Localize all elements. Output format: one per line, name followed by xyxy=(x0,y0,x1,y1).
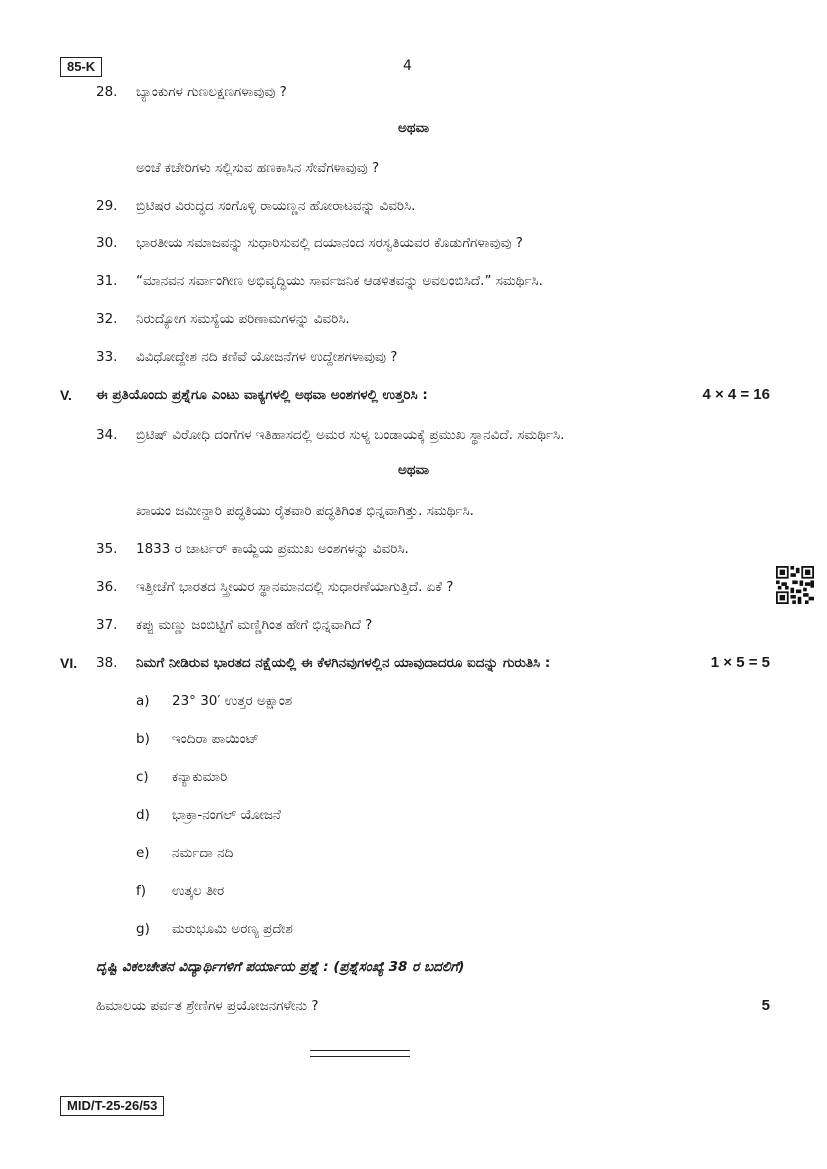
question-number: 35. xyxy=(96,541,118,557)
option-text: ಉತ್ಕಲ ತೀರ xyxy=(172,883,225,899)
question-text: 1833 ರ ಚಾರ್ಟರ್ ಕಾಯ್ದೆಯ ಪ್ರಮುಖ ಅಂಶಗಳನ್ನು ವಿವರಿಸಿ. xyxy=(136,541,409,557)
qr-code-icon xyxy=(776,566,814,604)
option-b xyxy=(0,728,827,750)
footer-code-box: MID/T-25-26/53 xyxy=(60,1096,164,1116)
question-34 xyxy=(0,424,827,446)
question-number: 36. xyxy=(96,579,118,595)
option-d xyxy=(0,804,827,826)
question-text: ಅಂಚೆ ಕಚೇರಿಗಳು ಸಲ್ಲಿಸುವ ಹಣಕಾಸಿನ ಸೇವೆಗಳಾವುವು ? xyxy=(136,160,380,176)
question-number: 28. xyxy=(96,84,118,100)
section-marks: 1 × 5 = 5 xyxy=(710,654,770,671)
section-v-header xyxy=(0,384,827,406)
paper-code-box: 85-K xyxy=(60,57,102,77)
question-text: ಇತ್ತೀಚೆಗೆ ಭಾರತದ ಸ್ತ್ರೀಯರ ಸ್ಥಾನಮಾನದಲ್ಲಿ ಸುಧಾರಣೆಯಾಗುತ್ತಿದೆ. ಏಕೆ ? xyxy=(136,579,454,595)
option-label: f) xyxy=(136,883,147,899)
option-label: d) xyxy=(136,807,150,823)
option-g xyxy=(0,918,827,940)
question-number: 38. xyxy=(96,655,118,671)
option-f xyxy=(0,880,827,902)
question-text: ಖಾಯಂ ಜಮೀನ್ದಾರಿ ಪದ್ಧತಿಯು ರೈತವಾರಿ ಪದ್ಧತಿಗಿಂತ ಭಿನ್ನವಾಗಿತ್ತು. ಸಮರ್ಥಿಸಿ. xyxy=(136,503,474,519)
question-text: ವಿವಿಧೋದ್ದೇಶ ನದಿ ಕಣಿವೆ ಯೋಜನೆಗಳ ಉದ್ದೇಶಗಳಾವುವು ? xyxy=(136,349,398,365)
question-29 xyxy=(0,195,827,217)
option-label: g) xyxy=(136,921,150,937)
option-label: a) xyxy=(136,693,150,709)
question-number: 29. xyxy=(96,198,118,214)
section-vi-header xyxy=(0,652,827,674)
question-37 xyxy=(0,614,827,636)
question-number: 32. xyxy=(96,311,118,327)
or-divider: ಅಥವಾ xyxy=(397,462,430,478)
page-number: 4 xyxy=(403,58,412,74)
section-marks: 4 × 4 = 16 xyxy=(702,386,770,403)
question-33 xyxy=(0,346,827,368)
question-28-alt xyxy=(0,157,827,179)
option-label: c) xyxy=(136,769,149,785)
option-text: ನರ್ಮದಾ ನದಿ xyxy=(172,845,234,861)
question-text: “ಮಾನವನ ಸರ್ವಾಂಗೀಣ ಅಭಿವೃದ್ಧಿಯು ಸಾರ್ವಜನಿಕ ಆಡಳಿತವನ್ನು ಅವಲಂಬಿಸಿದೆ.” ಸಮರ್ಥಿಸಿ. xyxy=(136,273,543,289)
question-text: ಭಾರತೀಯ ಸಮಾಜವನ್ನು ಸುಧಾರಿಸುವಲ್ಲಿ ದಯಾನಂದ ಸರಸ್ವತಿಯವರ ಕೊಡುಗೆಗಳಾವುವು ? xyxy=(136,235,523,251)
option-text: ಇಂದಿರಾ ಪಾಯಿಂಟ್ xyxy=(172,731,259,747)
question-number: 37. xyxy=(96,617,118,633)
section-numeral: VI. xyxy=(60,655,78,671)
alternative-question: ಹಿಮಾಲಯ ಪರ್ವತ ಶ್ರೇಣಿಗಳ ಪ್ರಯೋಜನಗಳೇನು ? xyxy=(96,998,319,1014)
option-text: ಭಾಕ್ರಾ-ನಂಗಲ್ ಯೋಜನೆ xyxy=(172,807,281,823)
question-31 xyxy=(0,270,827,292)
option-c xyxy=(0,766,827,788)
option-label: b) xyxy=(136,731,150,747)
question-36 xyxy=(0,576,827,598)
alternative-heading: ದೃಷ್ಟಿ ವಿಕಲಚೇತನ ವಿದ್ಯಾರ್ಥಿಗಳಿಗೆ ಪರ್ಯಾಯ ಪ್ರಶ್ನೆ : (ಪ್ರಶ್ನೆಸಂಖ್ಯೆ 38 ರ ಬದಲಿಗೆ) xyxy=(96,959,465,975)
question-number: 31. xyxy=(96,273,118,289)
question-number: 30. xyxy=(96,235,118,251)
or-divider: ಅಥವಾ xyxy=(397,120,430,136)
question-32 xyxy=(0,308,827,330)
question-35 xyxy=(0,538,827,560)
question-text: ಬ್ರಿಟಿಷರ ವಿರುದ್ಧದ ಸಂಗೊಳ್ಳಿ ರಾಯಣ್ಣನ ಹೋರಾಟವನ್ನು ವಿವರಿಸಿ. xyxy=(136,198,416,214)
question-text: ಕಪ್ಪು ಮಣ್ಣು ಜಂಬಿಟ್ಟಿಗೆ ಮಣ್ಣಿಗಿಂತ ಹೇಗೆ ಭಿನ್ನವಾಗಿದೆ ? xyxy=(136,617,373,633)
question-number: 34. xyxy=(96,427,118,443)
question-28 xyxy=(0,81,827,103)
option-text: ಕನ್ಯಾಕುಮಾರಿ xyxy=(172,769,228,785)
section-instruction: ಈ ಪ್ರತಿಯೊಂದು ಪ್ರಶ್ನೆಗೂ ಎಂಟು ವಾಕ್ಯಗಳಲ್ಲಿ ಅಥವಾ ಅಂಶಗಳಲ್ಲಿ ಉತ್ತರಿಸಿ : xyxy=(96,387,428,403)
option-text: 23° 30′ ಉತ್ತರ ಅಕ್ಷಾಂಶ xyxy=(172,693,293,709)
option-a xyxy=(0,690,827,712)
option-label: e) xyxy=(136,845,150,861)
question-number: 33. xyxy=(96,349,118,365)
question-text: ಬ್ರಿಟಿಷ್ ವಿರೋಧಿ ದಂಗೆಗಳ ಇತಿಹಾಸದಲ್ಲಿ ಅಮರ ಸುಳ್ಯ ಬಂಡಾಯಕ್ಕೆ ಪ್ರಮುಖ ಸ್ಥಾನವಿದೆ. ಸಮರ್ಥಿಸಿ. xyxy=(136,427,565,443)
question-30 xyxy=(0,232,827,254)
section-numeral: V. xyxy=(60,387,72,403)
section-instruction: ನಿಮಗೆ ನೀಡಿರುವ ಭಾರತದ ನಕ್ಷೆಯಲ್ಲಿ ಈ ಕೆಳಗಿನವುಗಳಲ್ಲಿನ ಯಾವುದಾದರೂ ಐದನ್ನು ಗುರುತಿಸಿ : xyxy=(136,655,551,671)
question-34-alt xyxy=(0,500,827,522)
alternative-heading-row xyxy=(0,956,827,978)
alternative-question-row xyxy=(0,995,827,1017)
option-e xyxy=(0,842,827,864)
option-text: ಮರುಭೂಮಿ ಅರಣ್ಯ ಪ್ರದೇಶ xyxy=(172,921,293,937)
end-of-page-rule xyxy=(310,1050,410,1057)
question-text: ನಿರುದ್ಯೋಗ ಸಮಸ್ಯೆಯ ಪರಿಣಾಮಗಳನ್ನು ವಿವರಿಸಿ. xyxy=(136,311,350,327)
alternative-marks: 5 xyxy=(761,997,770,1014)
question-text: ಬ್ಯಾಂಕುಗಳ ಗುಣಲಕ್ಷಣಗಳಾವುವು ? xyxy=(136,84,287,100)
